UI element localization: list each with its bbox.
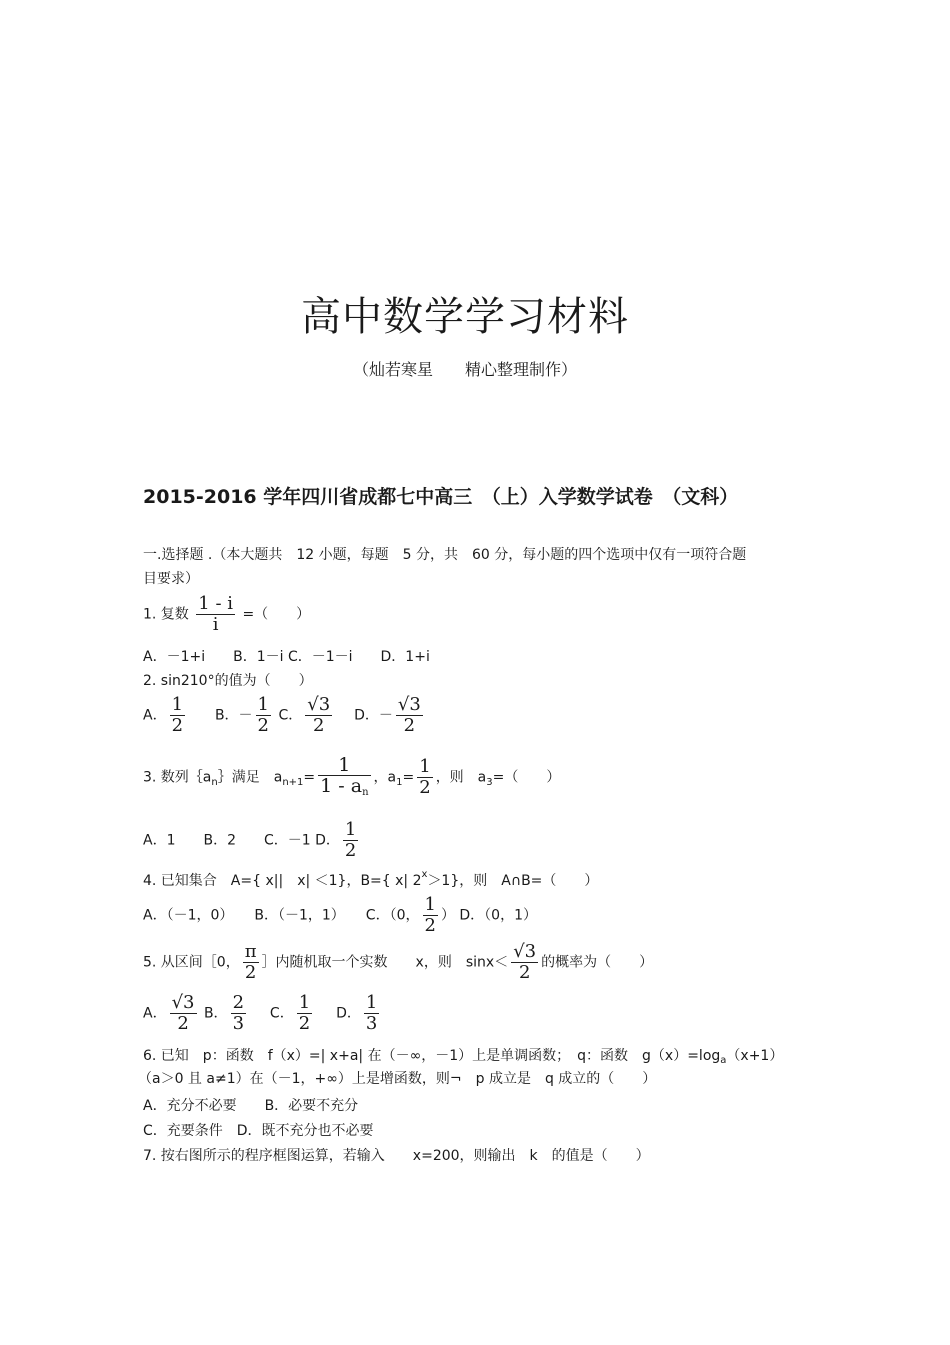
q6-options-line1: A．充分不必要 B．必要不充分 — [143, 1098, 359, 1114]
q5-pi-fraction — [243, 942, 259, 983]
q3-rec-den: 1 - a — [320, 775, 363, 797]
question-5 — [143, 942, 653, 983]
q1-fraction — [196, 594, 235, 635]
q5-option-b-fraction — [231, 993, 246, 1034]
q5-option-a-label: A． — [143, 1005, 167, 1022]
question-4 — [143, 870, 598, 890]
q5-pi-den: 2 — [244, 962, 257, 983]
q6-line1-end: （x+1） — [726, 1048, 784, 1064]
q2-option-b-label: B．－ — [214, 707, 253, 724]
q4-c-den: 2 — [424, 915, 436, 936]
q1-options: A．－1+i B．1－i C．－1－i D．1+i — [143, 649, 430, 665]
q3-options — [143, 820, 361, 861]
q2-a-num: 1 — [171, 694, 184, 715]
q1-prefix: 1. 复数 — [143, 606, 189, 623]
q3-mid: ｝满足 a — [217, 769, 283, 786]
q3-option-d-fraction — [343, 820, 358, 861]
question-1 — [143, 594, 310, 635]
q3-a1-num: 1 — [419, 756, 431, 777]
q3-recurrence-fraction — [318, 755, 370, 800]
q3-a1-sub: 1 — [396, 776, 403, 788]
q1-denominator: i — [212, 614, 219, 635]
q2-c-den: 2 — [312, 715, 325, 736]
q2-option-a-label: A． — [143, 707, 167, 724]
q3-a1-eq: = — [402, 769, 415, 786]
question-3 — [143, 755, 560, 800]
q5-d-den: 3 — [365, 1013, 378, 1034]
q5-r-den: 2 — [518, 962, 531, 983]
q5-c-num: 1 — [298, 992, 311, 1013]
q2-d-num: √3 — [397, 694, 421, 715]
question-7: 7. 按右图所示的程序框图运算，若输入 x=200，则输出 k 的值是（ ） — [143, 1148, 650, 1164]
q5-c-den: 2 — [298, 1013, 311, 1034]
q3-d-num: 1 — [344, 819, 357, 840]
q4-options-d: ） D．（0，1） — [440, 907, 537, 924]
q5-root-fraction — [511, 942, 538, 983]
q1-suffix: =（ ） — [242, 606, 311, 623]
q5-d-num: 1 — [365, 992, 378, 1013]
q2-option-c-label: C． — [278, 707, 303, 724]
q5-option-c-fraction — [297, 993, 312, 1034]
q3-rec-den-sub: n — [362, 787, 369, 798]
q2-options — [143, 695, 426, 736]
material-subtitle: （灿若寒星 精心整理制作） — [352, 360, 577, 379]
q5-b-num: 2 — [232, 992, 245, 1013]
q5-option-d-label: D． — [336, 1005, 361, 1022]
question-6-line1 — [143, 1045, 783, 1065]
q3-a1: ，a — [373, 769, 397, 786]
q5-option-a-fraction — [170, 993, 197, 1034]
q1-numerator: 1 - i — [198, 593, 233, 614]
material-title: 高中数学学习材料 — [301, 294, 629, 340]
q4-options-ab: A．（－1，0） B．（－1，1） C．（0， — [143, 907, 420, 924]
q5-prefix: 5. 从区间［0， — [143, 954, 240, 971]
q3-d-den: 2 — [344, 840, 357, 861]
q5-option-c-label: C． — [269, 1005, 294, 1022]
q2-b-num: 1 — [257, 694, 269, 715]
q5-mid: ］内随机取一个实数 x，则 sinx＜ — [261, 954, 509, 971]
q5-options — [143, 993, 382, 1034]
question-2: 2. sin210°的值为（ ） — [143, 673, 313, 689]
q4-stem-b: ＞1}，则 A∩B=（ ） — [427, 873, 599, 889]
q2-option-b-fraction — [256, 695, 271, 736]
question-6-line2: （a＞0 且 a≠1）在（－1，+∞）上是增函数，则¬ p 成立是 q 成立的（ ） — [138, 1071, 657, 1087]
q3-prefix-sub: n — [211, 776, 218, 788]
q5-tail: 的概率为（ ） — [541, 954, 654, 971]
q6-line1-sub: a — [720, 1055, 727, 1066]
q5-a-den: 2 — [177, 1013, 189, 1034]
q5-pi-num: π — [244, 941, 257, 962]
q3-eq: = — [303, 769, 316, 786]
q2-option-a-fraction — [170, 695, 185, 736]
q3-tail-sub: 3 — [486, 776, 493, 788]
exam-title: 2015-2016 学年四川省成都七中高三 （上）入学数学试卷 （文科） — [143, 486, 739, 508]
q3-a1-den: 2 — [419, 777, 431, 798]
q2-c-num: √3 — [307, 694, 331, 715]
q3-prefix: 3. 数列｛a — [143, 769, 212, 786]
section-heading-line2: 目要求） — [143, 571, 199, 587]
q2-d-den: 2 — [403, 715, 416, 736]
q4-stem-a: 4. 已知集合 A={ x|| x| ＜1}，B={ x| 2 — [143, 873, 422, 889]
q5-b-den: 3 — [232, 1013, 245, 1034]
q3-rec-num: 1 — [318, 755, 370, 776]
q6-line1-text: 6. 已知 p：函数 f（x）=| x+a| 在（－∞，－1）上是单调函数； q：函数 g（x）=log — [143, 1048, 721, 1064]
q3-options-text: A．1 B．2 C．－1 D． — [143, 832, 340, 849]
q5-a-num: √3 — [171, 992, 195, 1013]
section-heading-line1: 一.选择题 .（本大题共 12 小题，每题 5 分，共 60 分，每小题的四个选项中仅有一项符合题 — [143, 547, 747, 563]
q5-option-d-fraction — [364, 993, 379, 1034]
q4-c-num: 1 — [424, 894, 436, 915]
q2-b-den: 2 — [257, 715, 269, 736]
q3-tail: ，则 a — [435, 769, 487, 786]
q2-option-d-fraction — [396, 695, 423, 736]
q5-r-num: √3 — [513, 941, 537, 962]
q2-option-c-fraction — [305, 695, 332, 736]
q2-option-d-label: D．－ — [354, 707, 393, 724]
q6-options-line2: C．充要条件 D．既不充分也不必要 — [143, 1123, 374, 1139]
q4-option-c-fraction — [423, 895, 438, 936]
q3-a1-fraction — [417, 757, 432, 798]
q5-option-b-label: B． — [203, 1005, 228, 1022]
q4-options — [143, 895, 537, 936]
q3-mid-sub: n+1 — [282, 776, 304, 788]
q4-stem-sup: x — [421, 869, 428, 880]
q2-a-den: 2 — [171, 715, 184, 736]
q3-tail-end: =（ ） — [492, 769, 561, 786]
